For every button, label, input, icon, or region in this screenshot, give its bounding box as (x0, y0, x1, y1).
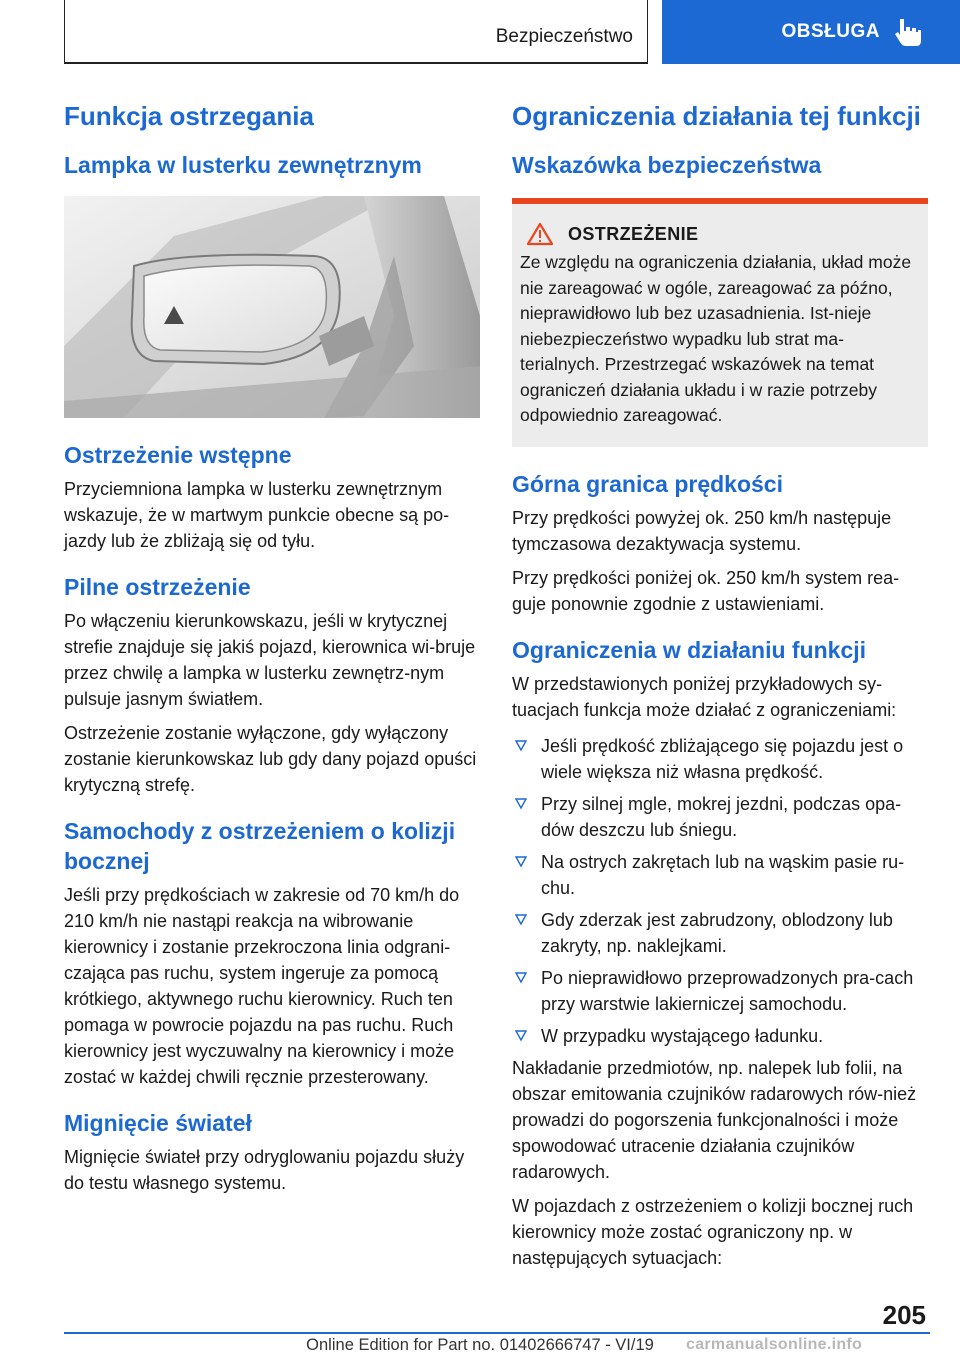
bullet-triangle-icon (515, 856, 527, 868)
right-title: Ograniczenia działania tej funkcji (512, 101, 921, 131)
pointing-hand-icon (894, 17, 922, 47)
limitations-list (512, 733, 928, 1049)
paragraph: Ostrzeżenie zostanie wyłączone, gdy wyłączony zostanie kierunkowskaz lub gdy dany pojazd opuści krytyczną strefę. (64, 723, 477, 795)
section-heading: Pilne ostrzeżenie (64, 574, 251, 600)
warning-header (520, 222, 920, 246)
list-item-text: Po nieprawidłowo przeprowadzonych pra-cach przy warstwie lakierniczej samochodu. (541, 967, 914, 1014)
section-heading: Mignięcie świateł (64, 1110, 252, 1136)
list-item-text: Gdy zderzak jest zabrudzony, oblodzony lub zakryty, np. naklejkami. (541, 909, 893, 956)
list-item-text: Przy silnej mgle, mokrej jezdni, podczas opa-dów deszczu lub śniegu. (541, 793, 902, 840)
left-title: Funkcja ostrzegania (64, 101, 314, 131)
section-heading: Górna granica prędkości (512, 470, 783, 497)
paragraph: Nakładanie przedmiotów, np. nalepek lub folii, na obszar emitowania czujników radarowych rów-nież prowadzi do pogorszenia funkcjonalności i może spowodować utracenie działania czujników radarowych. (512, 1057, 917, 1182)
paragraph: Po włączeniu kierunkowskazu, jeśli w krytycznej strefie znajduje się jakiś pojazd, kierownica wi-bruje przez chwilę a lampka w lusterku zewnętrz-nym pulsuje jasnym światłem. (64, 611, 476, 709)
list-item (512, 965, 928, 1017)
header-section-title: Bezpieczeństwo (495, 26, 633, 47)
paragraph: Jeśli przy prędkościach w zakresie od 70 km/h do 210 km/h nie nastąpi reakcja na wibrowanie kierownicy i zostanie przekroczona linia odgrani-czająca pas ruchu, system ingeruje za pomocą krótkiego, aktywnego ruchu kierownicy. Ruch ten pomaga w powrocie pojazdu na pas ruchu. Ruch kierownicy jest wyczuwalny na kierownicy i może zostać w każdej chwili ręcznie przesterowany. (64, 885, 460, 1087)
warning-text: Ze względu na ograniczenia działania, układ może nie zareagować w ogóle, zareagować za późno, nieprawidłowo lub bez uzasadnienia. Ist-nieje niebezpieczeństwo wypadku lub strat ma-terialnych. Przestrzegać wskazówek na temat ograniczeń działania układu i w razie potrzeby odpowiednio zareagować. (520, 252, 912, 425)
left-column (64, 100, 480, 1196)
warning-title: OSTRZEŻENIE (568, 223, 699, 244)
list-item (512, 849, 928, 901)
list-item-text: W przypadku wystającego ładunku. (541, 1025, 824, 1046)
section-heading: Ograniczenia w działaniu funkcji (512, 636, 867, 663)
list-item (512, 791, 928, 843)
left-subtitle: Lampka w lusterku zewnętrznym (64, 152, 422, 178)
paragraph: Mignięcie świateł przy odryglowaniu pojazdu służy do testu własnego systemu. (64, 1147, 465, 1193)
bullet-triangle-icon (515, 740, 527, 752)
paragraph: W przedstawionych poniżej przykładowych sy-tuacjach funkcja może działać z ograniczeniami: (512, 673, 897, 720)
header-tab-label: OBSŁUGA (781, 21, 880, 42)
warning-triangle-icon (526, 222, 554, 246)
right-column (512, 100, 928, 1271)
section-heading: Samochody z ostrzeżeniem o kolizji bocznej (64, 818, 456, 874)
bullet-triangle-icon (515, 798, 527, 810)
list-item (512, 1023, 928, 1049)
header-tab-obsluga[interactable] (662, 0, 960, 64)
side-mirror-warning-icon (64, 196, 480, 418)
paragraph: W pojazdach z ostrzeżeniem o kolizji bocznej ruch kierownicy może zostać ograniczony np. w następujących sytuacjach: (512, 1195, 914, 1268)
list-item (512, 907, 928, 959)
bullet-triangle-icon (515, 914, 527, 926)
list-item-text: Jeśli prędkość zbliżającego się pojazdu jest o wiele większa niż własna prędkość. (541, 735, 904, 782)
warning-box (512, 198, 928, 447)
list-item (512, 733, 928, 785)
paragraph: Przyciemniona lampka w lusterku zewnętrznym wskazuje, że w martwym punkcie obecne są po-jazdy lub że zbliżają się od tyłu. (64, 479, 450, 551)
footer-divider (64, 1332, 930, 1334)
footer-edition: Online Edition for Part no. 01402666747 - VI/19 (306, 1336, 654, 1354)
watermark: carmanualsonline.info (686, 1336, 863, 1353)
bullet-triangle-icon (515, 972, 527, 984)
paragraph: Przy prędkości poniżej ok. 250 km/h system rea-guje ponownie zgodnie z ustawieniami. (512, 567, 900, 614)
header-section-box (64, 0, 648, 64)
right-subtitle: Wskazówka bezpieczeństwa (512, 152, 822, 178)
section-heading: Ostrzeżenie wstępne (64, 442, 292, 468)
list-item-text: Na ostrych zakrętach lub na wąskim pasie ru-chu. (541, 851, 905, 898)
bullet-triangle-icon (515, 1030, 527, 1042)
page-number: 205 (882, 1300, 926, 1330)
paragraph: Przy prędkości powyżej ok. 250 km/h następuje tymczasowa dezaktywacja systemu. (512, 507, 892, 554)
